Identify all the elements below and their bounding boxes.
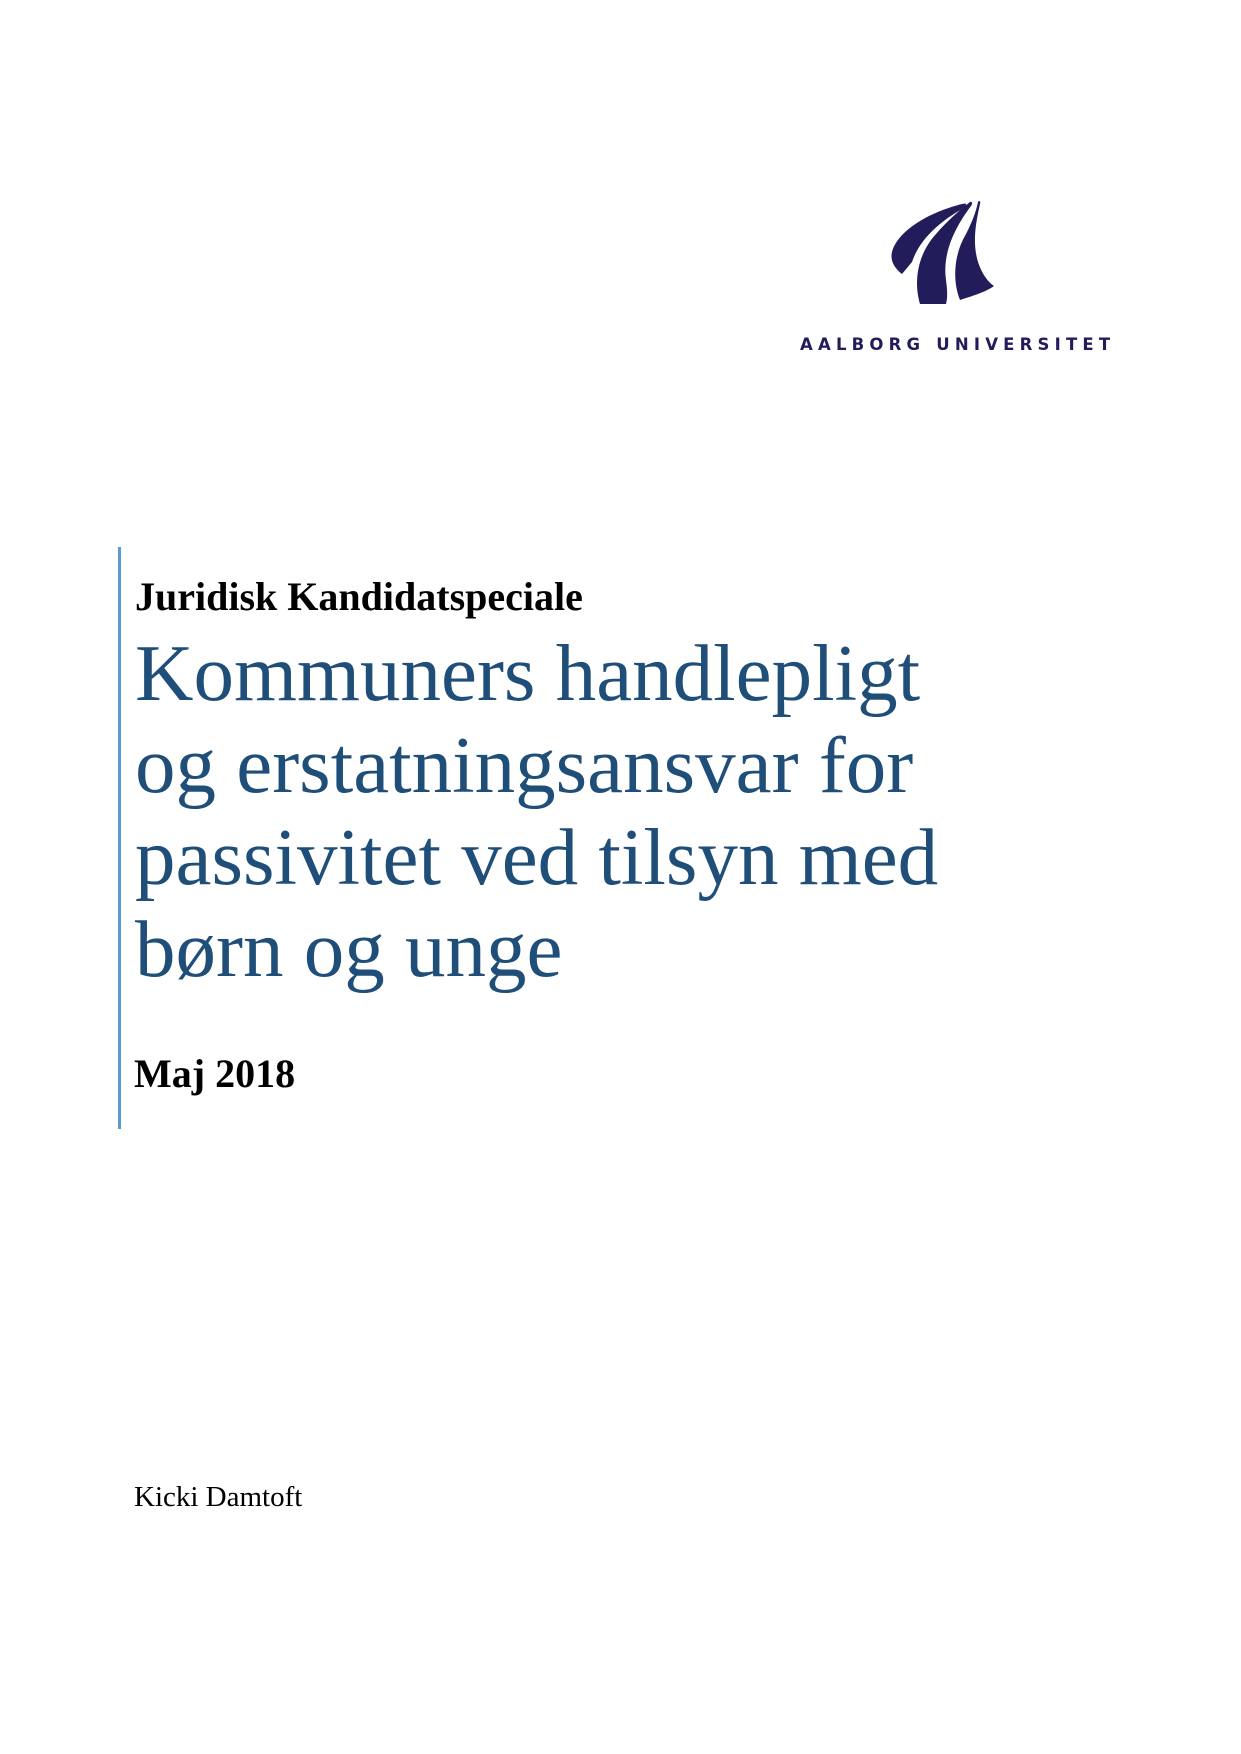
thesis-title-line: børn og unge bbox=[135, 904, 563, 994]
thesis-title-line: Kommuners handlepligt bbox=[135, 628, 921, 718]
aau-wave-logo-icon bbox=[890, 200, 995, 304]
author-name: Kicki Damtoft bbox=[134, 1481, 303, 1513]
thesis-title-line: passivitet ved tilsyn med bbox=[135, 812, 939, 902]
thesis-title bbox=[135, 627, 1075, 995]
thesis-title-line: og erstatningsansvar for bbox=[135, 720, 914, 810]
publication-date: Maj 2018 bbox=[134, 1051, 296, 1096]
university-name: AALBORG UNIVERSITET bbox=[800, 335, 1116, 354]
document-type-heading: Juridisk Kandidatspeciale bbox=[135, 574, 583, 619]
university-logo bbox=[795, 196, 1116, 361]
cover-title-block bbox=[118, 547, 1081, 1129]
